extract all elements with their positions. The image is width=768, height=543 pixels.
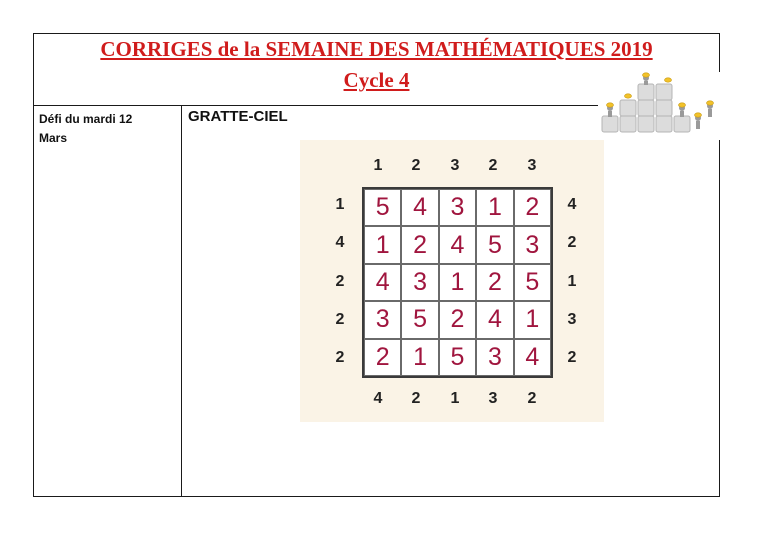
right-clue: 2 xyxy=(567,234,577,251)
grid-cell: 2 xyxy=(476,264,513,301)
date-line-1: Défi du mardi 12 xyxy=(39,112,133,126)
puzzle-builders-illustration-icon xyxy=(598,72,720,140)
bottom-clue: 3 xyxy=(488,390,498,407)
left-clue: 2 xyxy=(335,349,345,366)
grid-cell: 5 xyxy=(439,339,476,376)
grid-cell: 5 xyxy=(476,226,513,263)
bottom-clue: 1 xyxy=(450,390,460,407)
page-subtitle: Cycle 4 xyxy=(343,68,410,92)
bottom-clue: 2 xyxy=(411,390,421,407)
top-clue: 3 xyxy=(450,157,460,174)
page-title: CORRIGES de la SEMAINE DES MATHÉMATIQUES 2019 xyxy=(100,37,653,61)
skyscraper-grid xyxy=(362,187,553,378)
bottom-clue: 4 xyxy=(373,390,383,407)
right-clue: 3 xyxy=(567,311,577,328)
right-clue: 1 xyxy=(567,273,577,290)
grid-cell: 1 xyxy=(476,189,513,226)
left-clue: 2 xyxy=(335,273,345,290)
grid-cell: 3 xyxy=(364,301,401,338)
grid-cell: 2 xyxy=(514,189,551,226)
grid-cell: 2 xyxy=(401,226,438,263)
date-column xyxy=(34,106,182,496)
top-clue: 1 xyxy=(373,157,383,174)
grid-cell: 4 xyxy=(439,226,476,263)
grid-cell: 4 xyxy=(401,189,438,226)
grid-cell: 2 xyxy=(364,339,401,376)
grid-cell: 3 xyxy=(514,226,551,263)
right-clue: 4 xyxy=(567,196,577,213)
top-clue: 2 xyxy=(411,157,421,174)
top-clue: 3 xyxy=(527,157,537,174)
left-clue: 2 xyxy=(335,311,345,328)
grid-cell: 1 xyxy=(514,301,551,338)
grid-cell: 1 xyxy=(364,226,401,263)
grid-cell: 4 xyxy=(514,339,551,376)
left-clue: 1 xyxy=(335,196,345,213)
grid-cell: 1 xyxy=(401,339,438,376)
grid-cell: 1 xyxy=(439,264,476,301)
challenge-title: GRATTE-CIEL xyxy=(188,108,288,125)
grid-cell: 2 xyxy=(439,301,476,338)
date-line-2: Mars xyxy=(39,131,68,145)
grid-cell: 5 xyxy=(401,301,438,338)
grid-cell: 3 xyxy=(476,339,513,376)
bottom-clue: 2 xyxy=(527,390,537,407)
grid-cell: 3 xyxy=(439,189,476,226)
right-clue: 2 xyxy=(567,349,577,366)
top-clue: 2 xyxy=(488,157,498,174)
grid-cell: 4 xyxy=(476,301,513,338)
grid-cell: 5 xyxy=(364,189,401,226)
grid-cell: 3 xyxy=(401,264,438,301)
grid-cell: 5 xyxy=(514,264,551,301)
left-clue: 4 xyxy=(335,234,345,251)
grid-cell: 4 xyxy=(364,264,401,301)
